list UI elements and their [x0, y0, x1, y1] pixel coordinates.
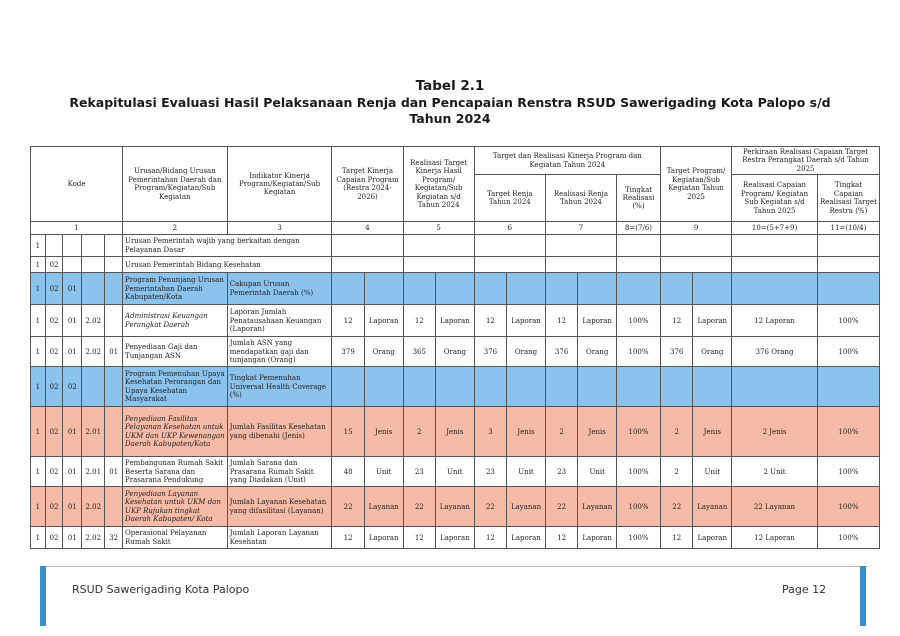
tingkat-capaian: 100%	[817, 457, 879, 487]
target-restra-value: 15	[332, 407, 364, 457]
target-restra-value: 12	[332, 527, 364, 549]
indikator-cell: Jumlah Fasilitas Kesehatan yang dibenahi (Jenis)	[227, 407, 332, 457]
kode-3: 01	[63, 527, 82, 549]
target-2025-unit	[693, 367, 732, 407]
target-2025-value: 376	[660, 337, 692, 367]
realisasi-2024-value: 22	[403, 487, 435, 527]
target-renja-unit: Laporan	[507, 527, 546, 549]
target-restra-value: 379	[332, 337, 364, 367]
urusan-cell: Pembangunan Rumah Sakit Beserta Sarana dan Prasarana Pendukung	[123, 457, 228, 487]
target-2025-unit	[693, 273, 732, 305]
realisasi-renja-unit: Jenis	[578, 407, 617, 457]
table-row	[31, 235, 880, 257]
kode-4	[82, 273, 105, 305]
target-renja-unit: Layanan	[507, 487, 546, 527]
tingkat-realisasi: 100%	[617, 407, 661, 457]
header-target-restra: Target Kinerja Capaian Program (Restra 2024-2026)	[332, 147, 403, 222]
kode-3	[63, 235, 82, 257]
header-realisasi-renja: Realisasi Renja Tahun 2024	[545, 175, 616, 222]
footer-divider	[40, 566, 868, 567]
col-num: 8=(7/6)	[617, 222, 661, 235]
tingkat-realisasi: 100%	[617, 487, 661, 527]
kode-5	[105, 367, 123, 407]
realisasi-2024-unit: Laporan	[436, 305, 475, 337]
tingkat-realisasi: 100%	[617, 337, 661, 367]
col-num: 4	[332, 222, 403, 235]
realisasi-renja-unit: Unit	[578, 457, 617, 487]
urusan-cell: Penyediaan Fasilitas Pelayanan Kesehatan untuk UKM dan UKP Kewenangan Daerah Kabupaten/Kota	[123, 407, 228, 457]
table-row	[31, 305, 880, 337]
target-2025-value: 2	[660, 407, 692, 457]
realisasi-capaian: 2 Jenis	[732, 407, 818, 457]
target-restra-unit	[364, 273, 403, 305]
kode-3: 01	[63, 273, 82, 305]
kode-4	[82, 367, 105, 407]
target-restra-unit: Layanan	[364, 487, 403, 527]
table-row	[31, 457, 880, 487]
realisasi-renja-unit: Laporan	[578, 305, 617, 337]
col-num: 1	[31, 222, 123, 235]
tingkat-realisasi: 100%	[617, 527, 661, 549]
kode-2: 02	[45, 527, 63, 549]
realisasi-capaian: 2 Unit	[732, 457, 818, 487]
urusan-cell: Administrasi Keuangan Perangkat Daerah	[123, 305, 228, 337]
kode-3: 01	[63, 457, 82, 487]
col-num: 6	[474, 222, 545, 235]
header-urusan: Urusan/Bidang Urusan Pemerintahan Daerah dan Program/Kegiatan/Sub Kegiatan	[123, 147, 228, 222]
kode-2: 02	[45, 367, 63, 407]
footer-accent-bar-right	[860, 566, 866, 626]
kode-1: 1	[31, 337, 46, 367]
tingkat-capaian: 100%	[817, 337, 879, 367]
target-2025-unit: Layanan	[693, 487, 732, 527]
target-2025-value: 2	[660, 457, 692, 487]
target-renja-value: 3	[474, 407, 506, 457]
target-restra-unit: Jenis	[364, 407, 403, 457]
realisasi-2024-value: 365	[403, 337, 435, 367]
kode-3: 01	[63, 337, 82, 367]
col-num: 11=(10/4)	[817, 222, 879, 235]
kode-5	[105, 273, 123, 305]
kode-2	[45, 235, 63, 257]
realisasi-2024-unit: Orang	[436, 337, 475, 367]
footer-accent-bar-left	[40, 566, 46, 626]
target-2025-value: 22	[660, 487, 692, 527]
document-title	[0, 78, 900, 127]
col-num: 3	[227, 222, 332, 235]
realisasi-capaian: 12 Laporan	[732, 527, 818, 549]
realisasi-2024-unit	[436, 273, 475, 305]
kode-4	[82, 235, 105, 257]
target-renja-value	[474, 273, 506, 305]
target-2025-unit: Jenis	[693, 407, 732, 457]
target-restra-unit: Laporan	[364, 305, 403, 337]
table-row	[31, 337, 880, 367]
kode-1: 1	[31, 273, 46, 305]
urusan-cell: Urusan Pemerintah wajib yang berkaitan dengan Pelayanan Dasar	[123, 235, 332, 257]
header-kode: Kode	[31, 147, 123, 222]
realisasi-renja-unit: Orang	[578, 337, 617, 367]
header-tingkat-capaian: Tingkat Capaian Realisasi Target Restra (%)	[817, 175, 879, 222]
tingkat-realisasi: 100%	[617, 305, 661, 337]
indikator-cell: Jumlah Layanan Kesehatan yang difasilitasi (Layanan)	[227, 487, 332, 527]
urusan-cell: Penyediaan Gaji dan Tunjangan ASN	[123, 337, 228, 367]
kode-3: 01	[63, 487, 82, 527]
target-restra-unit: Unit	[364, 457, 403, 487]
table-row	[31, 367, 880, 407]
kode-2: 02	[45, 407, 63, 457]
realisasi-2024-unit: Laporan	[436, 527, 475, 549]
kode-1: 1	[31, 487, 46, 527]
realisasi-capaian: 12 Laporan	[732, 305, 818, 337]
footer-organization: RSUD Sawerigading Kota Palopo	[72, 583, 250, 596]
urusan-cell: Operasional Pelayanan Rumah Sakit	[123, 527, 228, 549]
realisasi-renja-value: 376	[545, 337, 577, 367]
realisasi-capaian	[732, 273, 818, 305]
kode-2: 02	[45, 457, 63, 487]
kode-5	[105, 487, 123, 527]
tingkat-capaian: 100%	[817, 487, 879, 527]
kode-3: 01	[63, 305, 82, 337]
kode-4: 2.01	[82, 407, 105, 457]
realisasi-renja-value	[545, 367, 577, 407]
kode-4: 2.02	[82, 305, 105, 337]
col-num: 7	[545, 222, 616, 235]
realisasi-renja-unit: Layanan	[578, 487, 617, 527]
kode-4: 2.01	[82, 457, 105, 487]
target-renja-value: 12	[474, 305, 506, 337]
column-number-row	[31, 222, 880, 235]
table-row	[31, 257, 880, 273]
tingkat-realisasi	[617, 367, 661, 407]
col-num: 9	[660, 222, 731, 235]
kode-1: 1	[31, 367, 46, 407]
header-row-1	[31, 147, 880, 175]
target-renja-value	[474, 367, 506, 407]
target-restra-unit: Orang	[364, 337, 403, 367]
target-2025-unit: Laporan	[693, 527, 732, 549]
realisasi-2024-unit: Jenis	[436, 407, 475, 457]
urusan-cell: Penyediaan Layanan Kesehatan untuk UKM dan UKP Rujukan tingkat Daerah Kabupaten/ Kota	[123, 487, 228, 527]
urusan-cell: Urusan Pemerintah Bidang Kesehatan	[123, 257, 332, 273]
tingkat-realisasi: 100%	[617, 457, 661, 487]
realisasi-2024-value: 23	[403, 457, 435, 487]
realisasi-renja-value: 12	[545, 527, 577, 549]
header-group-perkiraan: Perkiraan Realisasi Capaian Target Restra Perangkat Daerah s/d Tahun 2025	[732, 147, 880, 175]
header-tingkat-realisasi: Tingkat Realisasi (%)	[617, 175, 661, 222]
realisasi-renja-value: 12	[545, 305, 577, 337]
kode-1: 1	[31, 235, 46, 257]
realisasi-2024-value	[403, 367, 435, 407]
table-row	[31, 407, 880, 457]
target-renja-unit	[507, 367, 546, 407]
realisasi-renja-unit: Laporan	[578, 527, 617, 549]
kode-5	[105, 407, 123, 457]
kode-1: 1	[31, 527, 46, 549]
kode-5: 01	[105, 337, 123, 367]
target-2025-value: 12	[660, 305, 692, 337]
kode-2: 02	[45, 257, 63, 273]
target-2025-value	[660, 273, 692, 305]
realisasi-2024-value: 2	[403, 407, 435, 457]
realisasi-2024-value: 12	[403, 305, 435, 337]
realisasi-2024-unit: Layanan	[436, 487, 475, 527]
tingkat-capaian: 100%	[817, 407, 879, 457]
header-group-2024: Target dan Realisasi Kinerja Program dan Kegiatan Tahun 2024	[474, 147, 660, 175]
kode-2: 02	[45, 305, 63, 337]
target-2025-value	[660, 367, 692, 407]
target-renja-value: 22	[474, 487, 506, 527]
header-indikator: Indikator Kinerja Program/Kegiatan/Sub Kegiatan	[227, 147, 332, 222]
target-restra-value	[332, 273, 364, 305]
table-caption: Rekapitulasi Evaluasi Hasil Pelaksanaan Renja dan Pencapaian Renstra RSUD Sawerigading Kota Palopo s/d Tahun 2024	[69, 95, 831, 126]
target-renja-unit: Unit	[507, 457, 546, 487]
target-2025-unit: Orang	[693, 337, 732, 367]
kode-4	[82, 257, 105, 273]
kode-1: 1	[31, 407, 46, 457]
target-restra-unit	[364, 367, 403, 407]
table-number: Tabel 2.1	[415, 78, 485, 94]
indikator-cell: Laporan Jumlah Penatausahaan Keuangan (Laporan)	[227, 305, 332, 337]
indikator-cell: Cakupan Urusan Pemerintah Daerah (%)	[227, 273, 332, 305]
urusan-cell: Program Pemenuhan Upaya Kesehatan Perorangan dan Upaya Kesehatan Masyarakat	[123, 367, 228, 407]
tingkat-capaian: 100%	[817, 527, 879, 549]
indikator-cell: Jumlah Laporan Layanan Kesehatan	[227, 527, 332, 549]
kode-1: 1	[31, 457, 46, 487]
target-renja-value: 23	[474, 457, 506, 487]
target-restra-unit: Laporan	[364, 527, 403, 549]
header-target-renja: Target Renja Tahun 2024	[474, 175, 545, 222]
realisasi-renja-value: 22	[545, 487, 577, 527]
realisasi-2024-value: 12	[403, 527, 435, 549]
kode-1: 1	[31, 305, 46, 337]
realisasi-renja-unit	[578, 367, 617, 407]
kode-5	[105, 235, 123, 257]
kode-1: 1	[31, 257, 46, 273]
col-num: 10=(5+7+9)	[732, 222, 818, 235]
kode-4: 2.02	[82, 337, 105, 367]
kode-4: 2.02	[82, 487, 105, 527]
header-realisasi-capaian: Realisasi Capaian Program/ Kegiatan Sub Kegiatan s/d Tahun 2025	[732, 175, 818, 222]
tingkat-realisasi	[617, 273, 661, 305]
kode-2: 02	[45, 487, 63, 527]
target-2025-unit: Unit	[693, 457, 732, 487]
target-restra-value: 22	[332, 487, 364, 527]
realisasi-2024-unit	[436, 367, 475, 407]
table-row	[31, 273, 880, 305]
kode-3	[63, 257, 82, 273]
kode-5: 01	[105, 457, 123, 487]
urusan-cell: Program Penunjang Urusan Pemerintahan Daerah Kabupaten/Kota	[123, 273, 228, 305]
kode-5: 32	[105, 527, 123, 549]
target-renja-unit: Jenis	[507, 407, 546, 457]
tingkat-capaian: 100%	[817, 305, 879, 337]
realisasi-renja-value: 2	[545, 407, 577, 457]
target-2025-value: 12	[660, 527, 692, 549]
indikator-cell: Jumlah Sarana dan Prasarana Rumah Sakit yang Diadakan (Unit)	[227, 457, 332, 487]
target-renja-value: 12	[474, 527, 506, 549]
header-realisasi-2024: Realisasi Target Kinerja Hasil Program/ Kegiatan/Sub Kegiatan s/d Tahun 2024	[403, 147, 474, 222]
kode-5	[105, 305, 123, 337]
realisasi-renja-value: 23	[545, 457, 577, 487]
realisasi-renja-unit	[578, 273, 617, 305]
indikator-cell: Tingkat Pemenuhan Universal Health Coverage (%)	[227, 367, 332, 407]
realisasi-2024-unit: Unit	[436, 457, 475, 487]
target-renja-unit: Laporan	[507, 305, 546, 337]
kode-2: 02	[45, 337, 63, 367]
col-num: 2	[123, 222, 228, 235]
kode-5	[105, 257, 123, 273]
realisasi-capaian: 22 Layanan	[732, 487, 818, 527]
page-number: Page 12	[782, 583, 827, 596]
kode-2: 02	[45, 273, 63, 305]
realisasi-renja-value	[545, 273, 577, 305]
kode-3: 02	[63, 367, 82, 407]
realisasi-capaian	[732, 367, 818, 407]
target-renja-value: 376	[474, 337, 506, 367]
tingkat-capaian	[817, 367, 879, 407]
kode-3: 01	[63, 407, 82, 457]
indikator-cell: Jumlah ASN yang mendapatkan gaji dan tunjangan (Orang)	[227, 337, 332, 367]
kode-4: 2.02	[82, 527, 105, 549]
header-target-2025: Target Program/ Kegiatan/Sub Kegiatan Tahun 2025	[660, 147, 731, 222]
rekap-table	[30, 146, 880, 549]
table-row	[31, 527, 880, 549]
tingkat-capaian	[817, 273, 879, 305]
target-restra-value	[332, 367, 364, 407]
table-row	[31, 487, 880, 527]
realisasi-capaian: 376 Orang	[732, 337, 818, 367]
realisasi-2024-value	[403, 273, 435, 305]
target-restra-value: 12	[332, 305, 364, 337]
target-2025-unit: Laporan	[693, 305, 732, 337]
target-renja-unit	[507, 273, 546, 305]
col-num: 5	[403, 222, 474, 235]
target-renja-unit: Orang	[507, 337, 546, 367]
target-restra-value: 48	[332, 457, 364, 487]
